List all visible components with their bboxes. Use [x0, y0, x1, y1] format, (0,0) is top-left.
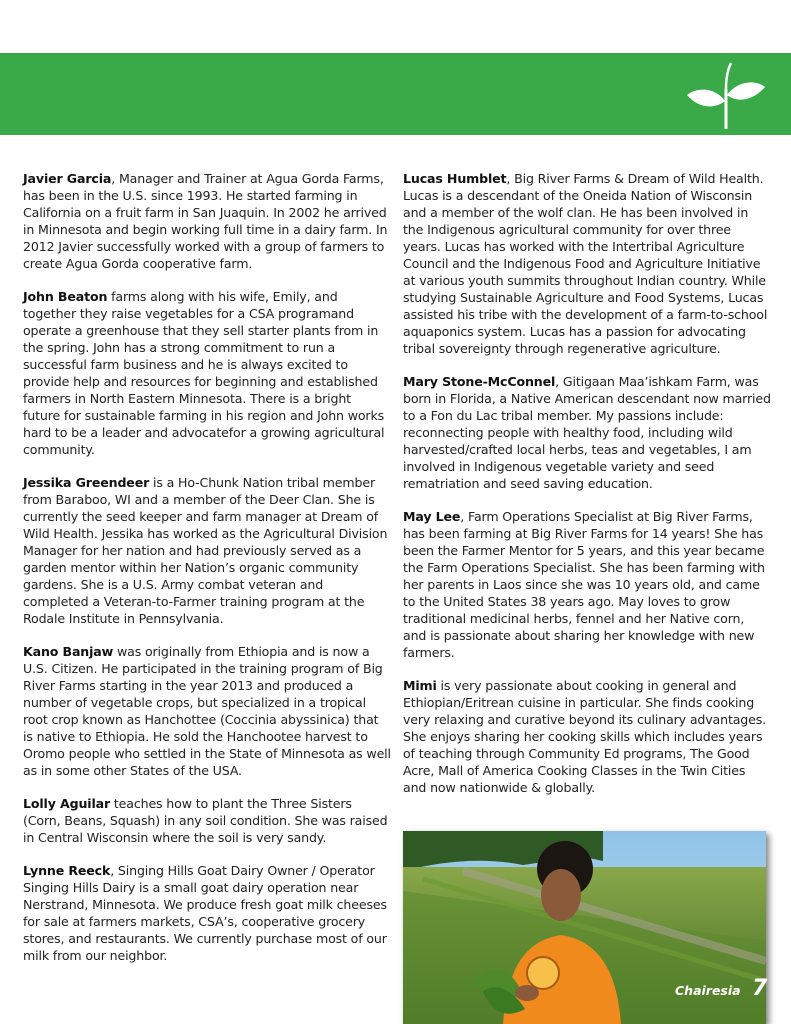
right-column: [403, 170, 771, 812]
bio-mimi: [403, 677, 771, 796]
bio-mary-stone-mcconnel: [403, 373, 771, 492]
bio-name: Mimi: [403, 678, 437, 693]
bio-text: is very passionate about cooking in general and Ethiopian/Eritrean cuisine in particular. She finds cooking very relaxing and curative beyond its culinary advantages. She enjoys sharing her cooking skills which includes years of teaching through Community Ed programs, The Good Acre, Mall of America Cooking Classes in the Twin Cities and now nationwide & globally.: [403, 678, 767, 795]
bio-name: May Lee: [403, 509, 461, 524]
bio-text: , Manager and Trainer at Agua Gorda Farms, has been in the U.S. since 1993. He started farming in California on a fruit farm in San Juaquin. In 2002 he arrived in Minnesota and begin working full time in a dairy farm. In 2012 Javier successfully worked with a group of farmers to create Agua Gorda cooperative farm.: [23, 171, 388, 271]
bio-text: is a Ho-Chunk Nation tribal member from Baraboo, WI and a member of the Deer Clan. She is currently the seed keeper and farm manager at Dream of Wild Health. Jessika has worked as the Agricultural Division Manager for her nation and had previously served as a garden mentor within her Nation’s organic community gardens. She is a U.S. Army combat veteran and completed a Veteran-to-Farmer training program at the Rodale Institute in Pennsylvania.: [23, 475, 388, 626]
bio-text: was originally from Ethiopia and is now a U.S. Citizen. He participated in the training program of Big River Farms starting in the year 2013 and produced a number of vegetable crops, but specialized in a tropical root crop known as Hanchottee (Coccinia abyssinica) that is native to Ethiopia. He sold the Hanchootee harvest to Oromo people who settled in the State of Minnesota as well as in some other States of the USA.: [23, 644, 391, 778]
bio-john-beaton: [23, 288, 391, 458]
bio-name: John Beaton: [23, 289, 108, 304]
sprout-icon: [685, 61, 767, 131]
bio-name: Mary Stone-McConnel: [403, 374, 556, 389]
bio-text: , Big River Farms & Dream of Wild Health. Lucas is a descendant of the Oneida Nation of Wisconsin and a member of the wolf clan. He has been involved in the Indigenous agricultural community for over three years. Lucas has worked with the Intertribal Agriculture Council and the Indigenous Food and Agriculture Initiative at various youth summits throughout Indian country. While studying Sustainable Agriculture and Food Systems, Lucas assisted his tribe with the development of a farm-to-school aquaponics system. Lucas has a passion for advocating tribal sovereignty through regenerative agriculture.: [403, 171, 768, 356]
bio-lucas-humblet: [403, 170, 771, 357]
bio-name: Javier Garcia: [23, 171, 112, 186]
bio-kano-banjaw: [23, 643, 391, 779]
bio-may-lee: [403, 508, 771, 661]
bio-text: teaches how to plant the Three Sisters (Corn, Beans, Squash) in any soil condition. She was raised in Central Wisconsin where the soil is very sandy.: [23, 796, 388, 845]
bio-text: , Gitigaan Maa’ishkam Farm, was born in Florida, a Native American descendant now married to a Fon du Lac tribal member. My passions include: reconnecting people with healthy food, including wild harvested/crafted local herbs, teas and vegetables, I am involved in Indigenous vegetable variety and seed rematriation and seed saving education.: [403, 374, 771, 491]
bio-name: Lynne Reeck: [23, 863, 111, 878]
bio-name: Kano Banjaw: [23, 644, 114, 659]
header-banner: [0, 53, 791, 135]
bio-lynne-reeck: [23, 862, 391, 964]
bio-javier-garcia: [23, 170, 391, 272]
page-number: 7: [752, 976, 768, 1001]
left-column: [23, 170, 391, 980]
bio-lolly-aguilar: [23, 795, 391, 846]
bio-name: Lolly Aguilar: [23, 796, 111, 811]
bio-text: , Farm Operations Specialist at Big River Farms, has been farming at Big River Farms for 14 years! She has been the Farmer Mentor for 5 years, and this year became the Farm Operations Specialist. She has been farming with her parents in Laos since she was 10 years old, and came to the United States 38 years ago. May loves to grow traditional medicinal herbs, fennel and her Native corn, and is passionate about sharing her knowledge with new farmers.: [403, 509, 765, 660]
bio-name: Jessika Greendeer: [23, 475, 150, 490]
bio-name: Lucas Humblet: [403, 171, 507, 186]
bio-text: , Singing Hills Goat Dairy Owner / Operator Singing Hills Dairy is a small goat dairy operation near Nerstrand, Minnesota. We produce fresh goat milk cheeses for sale at farmers markets, CSA’s, cooperative grocery stores, and restaurants. We currently purchase most of our milk from our neighbor.: [23, 863, 387, 963]
bio-jessika-greendeer: [23, 474, 391, 627]
photo-caption: Chairesia: [675, 983, 741, 998]
bio-text: farms along with his wife, Emily, and together they raise vegetables for a CSA programand operate a greenhouse that they sell starter plants from in the spring. John has a strong commitment to run a successful farm business and he is always excited to provide help and resources for beginning and established farmers in North Eastern Minnesota. There is a bright future for sustainable farming in his region and John works hard to be a leader and advocatefor a growing agricultural community.: [23, 289, 385, 457]
